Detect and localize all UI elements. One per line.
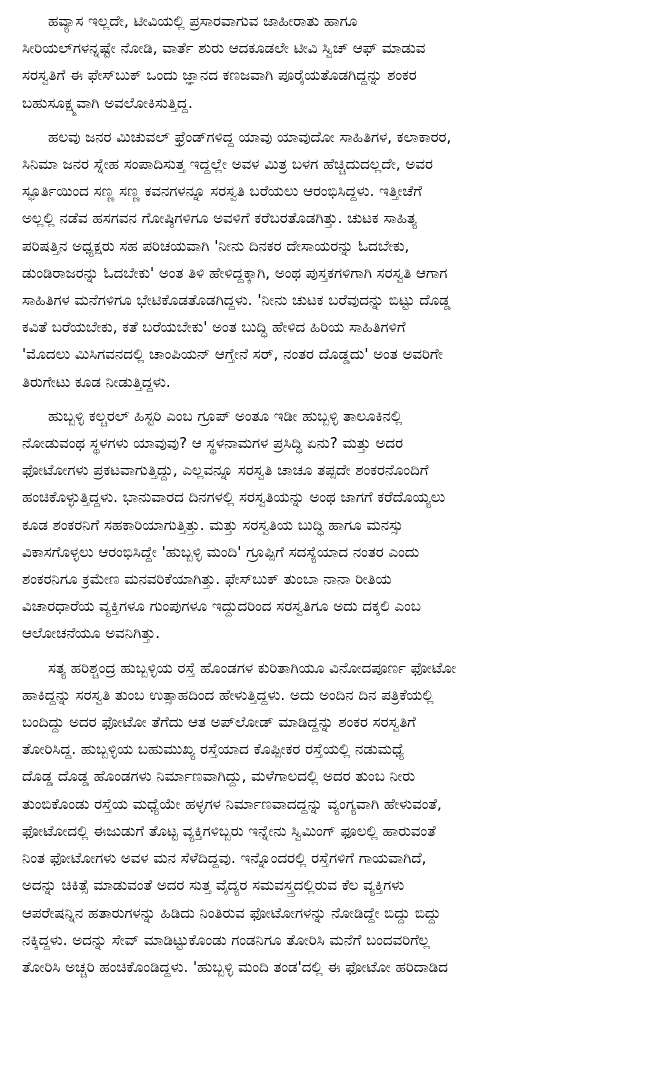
text-line: ಸ್ಫೂರ್ತಿಯಿಂದ ಸಣ್ಣ ಸಣ್ಣ ಕವನಗಳನ್ನೂ ಸರಸ್ವತಿ ಬರೆಯಲು ಆರಂಭಿಸಿದ್ದಳು. ಇತ್ತೀಚೆಗೆ (22, 182, 422, 201)
paragraph (22, 124, 652, 396)
text-line: ವಿಚಾರಧಾರೆಯ ವ್ಯಕ್ತಿಗಳೂ ಗುಂಪುಗಳೂ ಇದ್ದುದರಿಂದ ಸರಸ್ವತಿಗೂ ಅದು ದಕ್ಕಲಿ ಎಂಬ (22, 597, 421, 616)
text-line: ಬಂದಿದ್ದು ಅದರ ಫೋಟೋ ತೆಗೆದು ಆತ ಅಪ್‌ಲೋಡ್ ಮಾಡಿದ್ದನ್ನು ಶಂಕರ ಸರಸ್ವತಿಗೆ (22, 713, 416, 732)
text-line: ಫೋಟೋದಲ್ಲಿ ಈಜುಡುಗೆ ತೊಟ್ಟ ವ್ಯಕ್ತಿಗಳಿಬ್ಬರು ಇನ್ನೇನು ಸ್ವಿಮಿಂಗ್ ಫೂಲಲ್ಲಿ ಹಾರುವಂತೆ (22, 821, 436, 840)
text-line: ಫೋಟೋಗಳು ಪ್ರಕಟವಾಗುತ್ತಿದ್ದು, ಎಲ್ಲವನ್ನೂ ಸರಸ್ವತಿ ಚಾಚೂ ತಪ್ಪದೇ ಶಂಕರನೊಂದಿಗೆ (22, 461, 429, 480)
text-line: ಪರಿಷತ್ತಿನ ಅಧ್ಯಕ್ಷರು ಸಹ ಪರಿಚಯವಾಗಿ 'ನೀನು ದಿನಕರ ದೇಸಾಯರನ್ನು ಓದಬೇಕು, (22, 236, 410, 255)
text-line: ಹವ್ಯಾಸ ಇಲ್ಲದೇ, ಟೀವಿಯಲ್ಲಿ ಪ್ರಸಾರವಾಗುವ ಜಾಹೀರಾತು ಹಾಗೂ (48, 12, 358, 30)
text-line: ತುಂಬಿಕೊಂಡು ರಸ್ತೆಯ ಮಧ್ಯೆಯೇ ಹಳ್ಳಗಳ ನಿರ್ಮಾಣವಾದದ್ದನ್ನು ವ್ಯಂಗ್ಯವಾಗಿ ಹೇಳುವಂತೆ, (22, 794, 442, 813)
paragraph (22, 655, 652, 981)
text-line: ಹಾಕಿದ್ದನ್ನು ಸರಸ್ವತಿ ತುಂಬ ಉತ್ಸಾಹದಿಂದ ಹೇಳುತ್ತಿದ್ದಳು. ಅದು ಅಂದಿನ ದಿನ ಪತ್ರಿಕೆಯಲ್ಲಿ (22, 685, 434, 704)
text-line: ಕೂಡ ಶಂಕರನಿಗೆ ಸಹಕಾರಿಯಾಗುತ್ತಿತ್ತು. ಮತ್ತು ಸರಸ್ವತಿಯ ಬುದ್ಧಿ ಹಾಗೂ ಮನಸ್ಸು (22, 515, 404, 534)
text-line: ಸಿನಿಮಾ ಜನರ ಸ್ನೇಹ ಸಂಪಾದಿಸುತ್ತ ಇದ್ದಲ್ಲೇ ಅವಳ ಮಿತ್ರ ಬಳಗ ಹೆಚ್ಚಿದುದಲ್ಲದೇ, ಅವರ (22, 155, 433, 174)
text-line: ಸತ್ಯ ಹರಿಶ್ಚಂದ್ರ ಹುಬ್ಬಳ್ಳಿಯ ರಸ್ತೆ ಹೊಂಡಗಳ ಕುರಿತಾಗಿಯೂ ವಿನೋದಪೂರ್ಣ ಫೋಟೋ (48, 658, 457, 677)
text-line: ಬಹುಸೂಕ್ಷ್ಮವಾಗಿ ಅವಲೋಕಿಸುತ್ತಿದ್ದ. (22, 93, 193, 112)
text-line: ವಿಕಾಸಗೊಳ್ಳಲು ಆರಂಭಿಸಿದ್ದೇ 'ಹುಬ್ಬಳ್ಳಿ ಮಂದಿ' ಗ್ರೂಪ್ಪಿಗೆ ಸದಸ್ಯೆಯಾದ ನಂತರ ಎಂದು (22, 542, 420, 561)
document-page (22, 8, 652, 1068)
text-line: ಹಂಚಿಕೊಳ್ಳುತ್ತಿದ್ದಳು. ಭಾನುವಾರದ ದಿನಗಳಲ್ಲಿ ಸರಸ್ವತಿಯನ್ನು ಅಂಥ ಜಾಗಗೆ ಕರೆದೊಯ್ಯಲು (22, 488, 446, 507)
text-line: ತಿರುಗೇಟು ಕೂಡ ನೀಡುತ್ತಿದ್ದಳು. (22, 372, 171, 391)
text-line: ಸಾಹಿತಿಗಳ ಮನೆಗಳಿಗೂ ಭೇಟಿಕೊಡತೊಡಗಿದ್ದಳು. 'ನೀನು ಚುಟಕ ಬರೆವುದನ್ನು ಬಿಟ್ಟು ದೊಡ್ಡ (22, 291, 451, 310)
text-line: ದೊಡ್ಡ ದೊಡ್ಡ ಹೊಂಡಗಳು ನಿರ್ಮಾಣವಾಗಿದ್ದು, ಮಳೆಗಾಲದಲ್ಲಿ ಅದರ ತುಂಬ ನೀರು (22, 767, 415, 786)
text-line: ಅದನ್ನು ಚಿಕಿತ್ಸೆ ಮಾಡುವಂತೆ ಅದರ ಸುತ್ತ ವೈದ್ಯರ ಸಮವಸ್ತ್ರದಲ್ಲಿರುವ ಕೆಲ ವ್ಯಕ್ತಿಗಳು (22, 876, 405, 895)
text-line: ತೋರಿಸಿದ್ದ. ಹುಬ್ಬಳ್ಳಿಯ ಬಹುಮುಖ್ಯ ರಸ್ತೆಯಾದ ಕೊಪ್ಪೀಕರ ರಸ್ತೆಯಲ್ಲಿ ನಡುಮಧ್ಯೆ (22, 740, 405, 759)
text-line: ಅಲ್ಲಲ್ಲಿ ನಡೆವ ಹಸಗವನ ಗೋಷ್ಠಿಗಳಿಗೂ ಅವಳಿಗೆ ಕರೆಬರತೊಡಗಿತ್ತು. ಚುಟಕ ಸಾಹಿತ್ಯ (22, 209, 418, 228)
text-line: ಡುಂಡಿರಾಜರನ್ನು ಓದಬೇಕು' ಅಂತ ತಿಳಿ ಹೇಳಿದ್ದಕ್ಕಾಗಿ, ಅಂಥ ಪುಸ್ತಕಗಳಿಗಾಗಿ ಸರಸ್ವತಿ ಆಗಾಗ (22, 263, 448, 282)
text-line: ನಿಂತ ಫೋಟೋಗಳು ಅವಳ ಮನ ಸೆಳೆದಿದ್ದವು. ಇನ್ನೊಂದರಲ್ಲಿ ರಸ್ತೆಗಳಿಗೆ ಗಾಯವಾಗಿದೆ, (22, 849, 427, 868)
paragraph (22, 403, 652, 648)
text-line: ತೋರಿಸಿ ಅಚ್ಚರಿ ಹಂಚಿಕೊಂಡಿದ್ದಳು. 'ಹುಬ್ಬಳ್ಳಿ ಮಂದಿ ತಂಡ'ದಲ್ಲಿ ಈ ಫೋಟೋ ಹರಿದಾಡಿದ (22, 957, 448, 976)
text-line: ಶಂಕರನಿಗೂ ಕ್ರಮೇಣ ಮನವರಿಕೆಯಾಗಿತ್ತು. ಫೇಸ್‌ಬುಕ್ ತುಂಬಾ ನಾನಾ ರೀತಿಯ (22, 570, 392, 589)
text-line: ನೋಡುವಂಥ ಸ್ಥಳಗಳು ಯಾವುವು? ಆ ಸ್ಥಳನಾಮಗಳ ಪ್ರಸಿದ್ಧಿ ಏನು? ಮತ್ತು ಅದರ (22, 434, 404, 453)
paragraph (22, 8, 652, 117)
text-line: ಆಲೋಚನೆಯೂ ಅವನಿಗಿತ್ತು. (22, 624, 161, 643)
text-line: ಸರಸ್ವತಿಗೆ ಈ ಫೇಸ್‌ಬುಕ್ ಒಂದು ಜ್ಞಾನದ ಕಣಜವಾಗಿ ಪೂರೈಯತೊಡಗಿದ್ದನ್ನು ಶಂಕರ (22, 66, 417, 85)
text-line: ನಕ್ಕಿದ್ದಳು. ಅದನ್ನು ಸೇವ್ ಮಾಡಿಟ್ಟುಕೊಂಡು ಗಂಡನಿಗೂ ತೋರಿಸಿ ಮನೆಗೆ ಬಂದವರಿಗೆಲ್ಲ (22, 930, 430, 949)
text-line: ಆಪರೇಷನ್ನಿನ ಹತಾರುಗಳನ್ನು ಹಿಡಿದು ನಿಂತಿರುವ ಫೋಟೋಗಳನ್ನು ನೋಡಿದ್ದೇ ಬಿದ್ದು ಬಿದ್ದು (22, 903, 441, 922)
text-line: ಸೀರಿಯಲ್‌ಗಳನ್ನಷ್ಟೇ ನೋಡಿ, ವಾರ್ತೆ ಶುರು ಆದಕೂಡಲೇ ಟೀವಿ ಸ್ವಿಚ್ ಆಫ್ ಮಾಡುವ (22, 39, 426, 58)
text-line: 'ಮೊದಲು ಮಿಸಿಗವನದಲ್ಲಿ ಚಾಂಪಿಯನ್ ಆಗ್ತೇನೆ ಸರ್, ನಂತರ ದೊಡ್ಡದು' ಅಂತ ಅವರಿಗೇ (22, 345, 443, 364)
text-line: ಹುಬ್ಬಳ್ಳಿ ಕಲ್ಚರಲ್ ಹಿಸ್ಟರಿ ಎಂಬ ಗ್ರೂಪ್ ಅಂತೂ ಇಡೀ ಹುಬ್ಬಳ್ಳಿ ತಾಲೂಕಿನಲ್ಲಿ (48, 406, 403, 425)
text-line: ಹಲವು ಜನರ ಮಿಚುವಲ್ ಫ್ರೆಂಡ್‌ಗಳಿದ್ದ ಯಾವು ಯಾವುದೋ ಸಾಹಿತಿಗಳ, ಕಲಾಕಾರರ, (48, 127, 452, 146)
text-line: ಕವಿತೆ ಬರೆಯಬೇಕು, ಕತೆ ಬರೆಯಬೇಕು' ಅಂತ ಬುದ್ಧಿ ಹೇಳಿದ ಹಿರಿಯ ಸಾಹಿತಿಗಳಿಗೆ (22, 318, 406, 337)
